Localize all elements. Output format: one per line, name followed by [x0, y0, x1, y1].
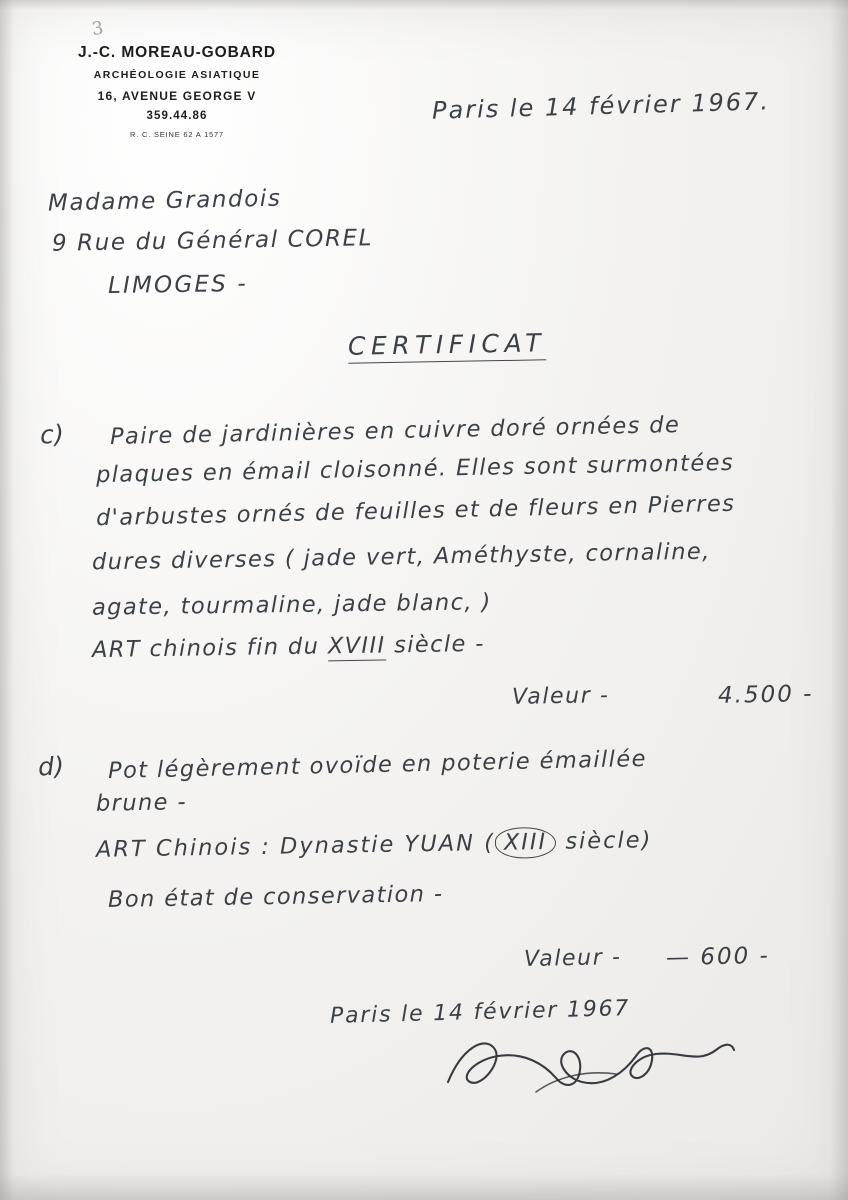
item-c-line-1: Paire de jardinières en cuivre doré ornées de: [109, 412, 681, 450]
item-c-attribution-suffix: siècle -: [385, 630, 486, 659]
item-d-line-2: brune -: [95, 789, 188, 817]
recipient-line-2: 9 Rue du Général COREL: [51, 225, 374, 257]
item-c-value-amount: 4.500 -: [717, 681, 814, 709]
item-c-value-label: Valeur -: [511, 683, 610, 710]
page-edge-shadow-right: [830, 0, 848, 1200]
item-c-line-2: plaques en émail cloisonné. Elles sont surmontées: [95, 449, 735, 489]
footer-place-date: Paris le 14 février 1967: [329, 996, 631, 1029]
letterhead-phone: 359.44.86: [146, 110, 208, 122]
item-c-line-4: dures diverses ( jade vert, Améthyste, cornaline,: [91, 538, 711, 576]
item-c-century: XVIII: [327, 632, 386, 660]
recipient-line-1: Madame Grandois: [47, 185, 282, 217]
item-d-value-label: Valeur -: [523, 944, 622, 973]
item-c-line-3: d'arbustes ornés de feuilles et de fleurs en Pierres: [95, 490, 736, 532]
item-d-condition: Bon état de conservation -: [107, 881, 444, 913]
letterhead-specialty: ARCHÉOLOGIE ASIATIQUE: [93, 69, 261, 81]
page-edge-shadow-top: [0, 0, 848, 10]
item-d-century: XIII: [495, 827, 557, 859]
page-edge-shadow-bottom: [0, 1174, 848, 1200]
pencil-stamp-mark: 3: [90, 17, 105, 41]
document-title: CERTIFICAT: [348, 328, 547, 363]
item-d-value-amount: — 600 -: [665, 942, 771, 972]
item-d-attribution-suffix: siècle): [555, 827, 653, 855]
item-c-attribution-prefix: ART chinois fin du: [91, 633, 329, 664]
letterhead-name: J.-C. MOREAU-GOBARD: [78, 44, 276, 61]
page-edge-shadow-left: [0, 0, 14, 1200]
item-c-attribution: [92, 631, 485, 663]
item-d-marker: d): [37, 751, 66, 782]
signature: [440, 1030, 740, 1100]
letterhead-registration: R. C. SEINE 62 A 1577: [130, 130, 224, 139]
letterhead: [52, 44, 302, 139]
header-place-date: Paris le 14 février 1967.: [431, 87, 771, 125]
letterhead-address: 16, AVENUE GEORGE V: [97, 89, 257, 103]
recipient-line-3: LIMOGES -: [107, 271, 249, 299]
item-c-marker: c): [39, 419, 66, 450]
item-d-attribution-prefix: ART Chinois : Dynastie YUAN (: [95, 829, 496, 863]
item-d-attribution: [96, 827, 653, 863]
item-c-line-5: agate, tourmaline, jade blanc, ): [91, 589, 492, 621]
item-d-line-1: Pot légèrement ovoïde en poterie émaillée: [107, 745, 648, 785]
